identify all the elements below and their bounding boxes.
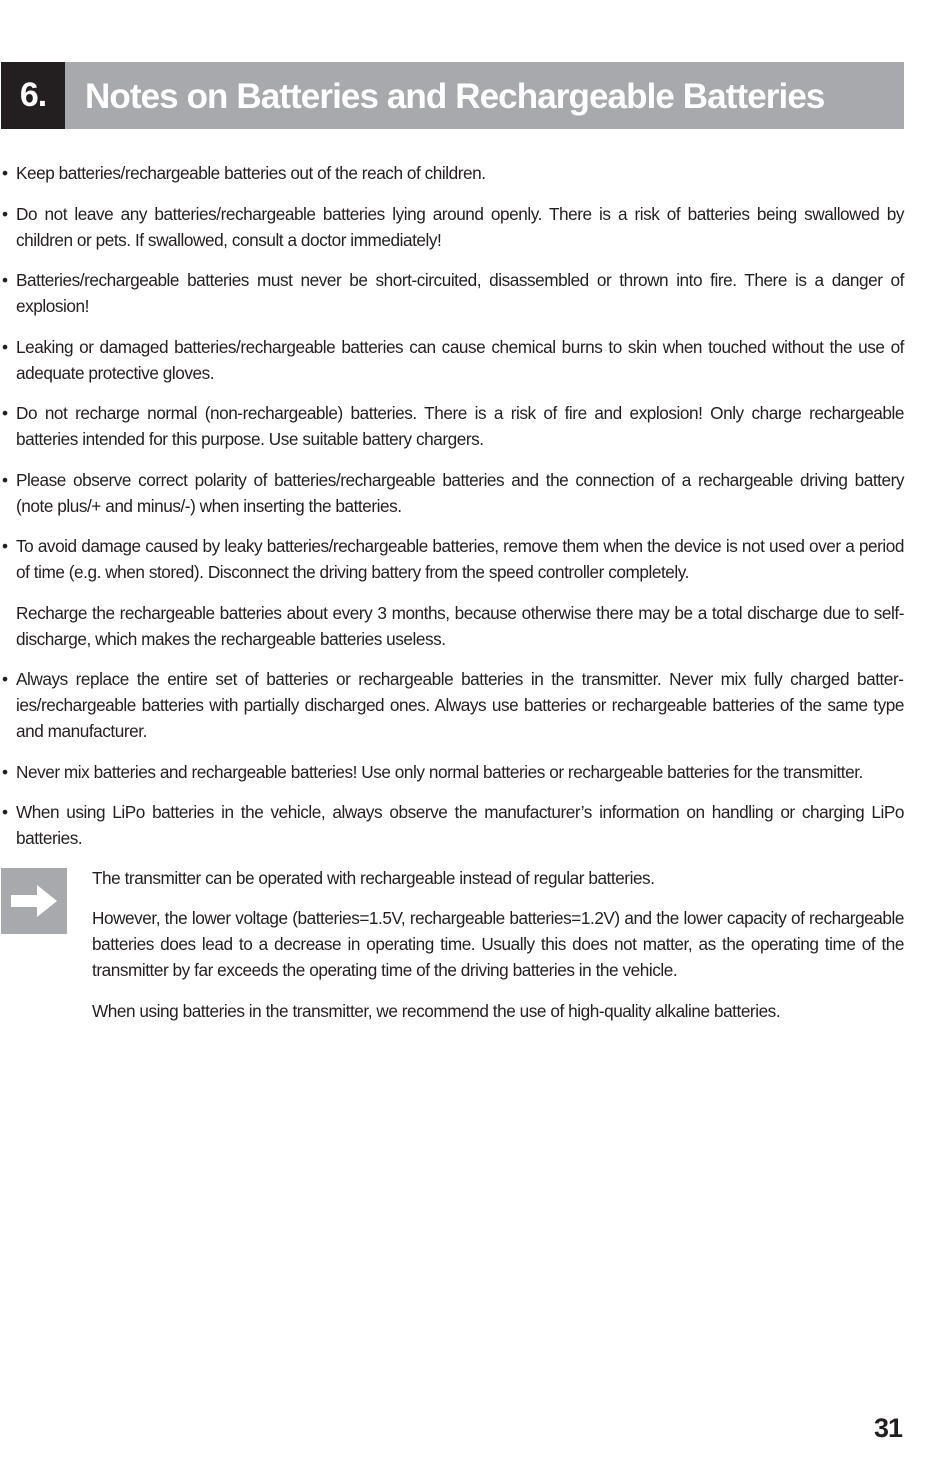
list-item-text: Batteries/rechargeable batteries must never be short-circuited, disassembled or thrown into fire. There is a danger of explosion! — [16, 270, 904, 316]
list-item — [0, 400, 904, 452]
list-item — [0, 160, 904, 186]
list-item-text: Always replace the entire set of batteries or rechargeable batteries in the transmitter. Never mix fully charged batteries/rechargeable batteries with partially discharged ones. Always use batteries or rechargeable batteries of the same type and manufacturer. — [16, 669, 904, 741]
list-item — [0, 201, 904, 253]
note-paragraph: However, the lower voltage (batteries=1.5V, rechargeable batteries=1.2V) and the lower capacity of rechargeable batteries does lead to a decrease in operating time. Usually this does not matter, as the operating time of the transmitter by far exceeds the operating time of the driving batteries in the vehicle. — [92, 908, 904, 980]
note-body — [92, 865, 904, 1024]
bullet-marker: • — [2, 469, 8, 490]
list-item — [0, 799, 904, 851]
page-number: 31 — [873, 1413, 902, 1443]
list-item — [0, 267, 904, 319]
note-box — [0, 865, 904, 1024]
list-item — [0, 759, 904, 785]
list-item-text: When using LiPo batteries in the vehicle, always observe the manufacturer’s information on handling or charging LiPo batteries. — [16, 802, 904, 848]
bullet-marker: • — [2, 270, 8, 290]
list-item-text: Keep batteries/rechargeable batteries out of the reach of children. — [16, 163, 486, 183]
bullet-marker: • — [2, 203, 8, 224]
note-paragraph: When using batteries in the transmitter, we recommend the use of high-quality alkaline batteries. — [92, 1000, 781, 1021]
list-item-text: Please observe correct polarity of batteries/rechargeable batteries and the connection of a rechargeable driving battery (note plus/+ and minus/-) when inserting the batteries. — [16, 469, 904, 516]
list-item — [0, 533, 904, 585]
notes-list — [0, 160, 904, 1038]
bullet-marker: • — [2, 761, 8, 782]
list-item-continuation — [0, 600, 904, 652]
list-item-text: Leaking or damaged batteries/rechargeable batteries can cause chemical burns to skin when touched without the use of adequate protective gloves. — [16, 336, 904, 383]
bullet-marker: • — [2, 403, 8, 423]
section-number: 6. — [1, 62, 65, 129]
note-paragraph: The transmitter can be operated with rechargeable instead of regular batteries. — [92, 867, 655, 888]
bullet-marker: • — [2, 669, 8, 689]
bullet-marker: • — [2, 163, 8, 183]
section-header — [1, 62, 904, 129]
list-item-text: Recharge the rechargeable batteries about every 3 months, because otherwise there may be a total discharge due to self-discharge, which makes the rechargeable batteries useless. — [16, 602, 904, 649]
section-title: Notes on Batteries and Rechargeable Batteries — [85, 77, 825, 116]
bullet-marker: • — [2, 536, 8, 556]
list-item-text: Do not leave any batteries/rechargeable batteries lying around openly. There is a risk of batteries being swallowed by children or pets. If swallowed, consult a doctor immediately! — [16, 203, 904, 250]
list-item — [0, 334, 904, 386]
list-item-text: Never mix batteries and rechargeable batteries! Use only normal batteries or rechargeable batteries for the transmitter. — [16, 761, 863, 782]
list-item — [0, 467, 904, 519]
bullet-marker: • — [2, 336, 8, 357]
arrow-right-icon — [1, 868, 67, 934]
list-item-text: To avoid damage caused by leaky batteries/rechargeable batteries, remove them when the device is not used over a period of time (e.g. when stored). Disconnect the driving battery from the speed controller completely. — [16, 536, 904, 582]
list-item-text: Do not recharge normal (non-rechargeable) batteries. There is a risk of fire and explosion! Only charge rechargeable batteries intended for this purpose. Use suitable battery chargers. — [16, 403, 904, 449]
bullet-marker: • — [2, 802, 8, 822]
list-item — [0, 666, 904, 744]
